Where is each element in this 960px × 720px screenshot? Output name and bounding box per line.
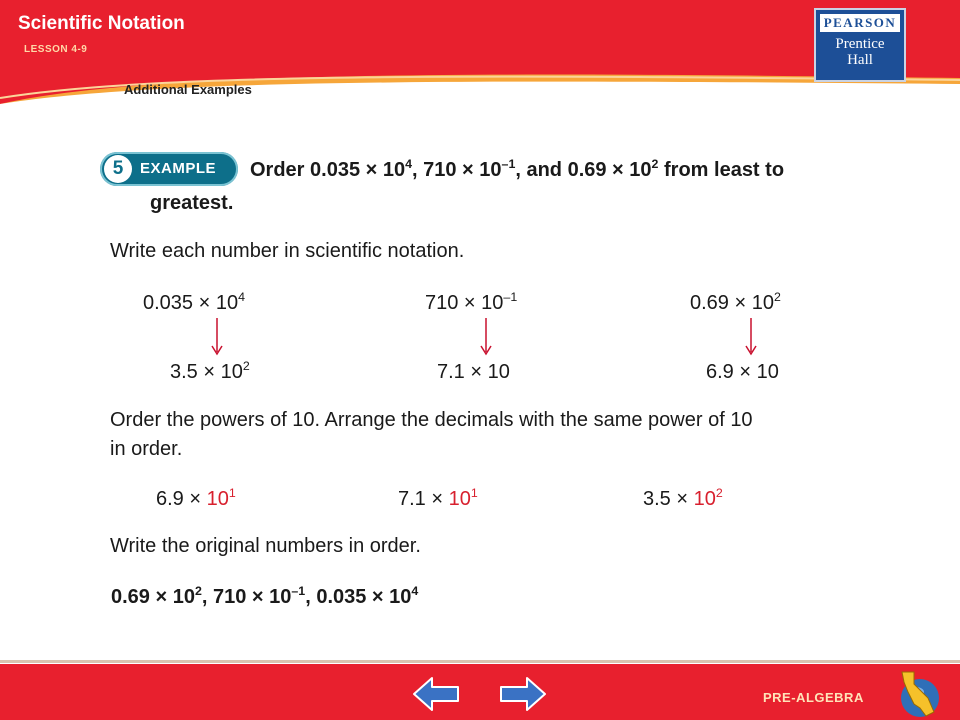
lesson-title: Scientific Notation	[18, 13, 185, 34]
footer-divider	[0, 660, 960, 663]
california-icon	[894, 668, 944, 720]
converted-number-1: $3.5 \times 10^2$	[170, 358, 250, 383]
problem-statement: Order $0.035 \times 10^4$, $710 \times 10^{-1}$, and $0.69 \times 10^2$ from least to greatest.	[150, 156, 785, 214]
final-answer: $0.69 \times 10^2$, $710 \times 10^{-1}$, $0.035 \times 10^4$	[111, 583, 419, 608]
step-1-text: Write each number in scientific notation.	[110, 240, 465, 262]
left-arrow-icon[interactable]	[412, 676, 460, 712]
ordered-number-1: $6.9 \times 10^1$	[156, 485, 236, 510]
original-number-3: $0.69 \times 10^2$	[690, 289, 781, 314]
right-arrow-icon[interactable]	[499, 676, 547, 712]
down-arrow-icon	[480, 318, 492, 358]
down-arrow-icon	[211, 318, 223, 358]
ordered-number-3: $3.5 \times 10^2$	[643, 485, 723, 510]
step-2-text: Order the powers of 10. Arrange the decimals with the same power of 10 in order.	[110, 409, 753, 460]
converted-number-2: 7.1 × 10	[437, 361, 510, 383]
logo-line-2: Hall	[847, 52, 873, 68]
logo-brand: PEARSON	[820, 14, 900, 32]
original-number-1: $0.035 \times 10^4$	[143, 289, 245, 314]
down-arrow-icon	[745, 318, 757, 358]
step-3-text: Write the original numbers in order.	[110, 535, 421, 557]
section-subheading: Additional Examples	[124, 82, 252, 97]
pearson-prentice-hall-logo	[814, 8, 906, 82]
ordered-number-2: $7.1 \times 10^1$	[398, 485, 478, 510]
lesson-number: LESSON 4-9	[24, 44, 88, 55]
original-number-2: $710 \times 10^{-1}$	[425, 289, 518, 314]
course-name: PRE-ALGEBRA	[763, 690, 864, 705]
example-number: 5	[104, 155, 132, 183]
example-label: EXAMPLE	[140, 160, 217, 177]
converted-number-3: 6.9 × 10	[706, 361, 779, 383]
logo-line-1: Prentice	[835, 36, 885, 52]
